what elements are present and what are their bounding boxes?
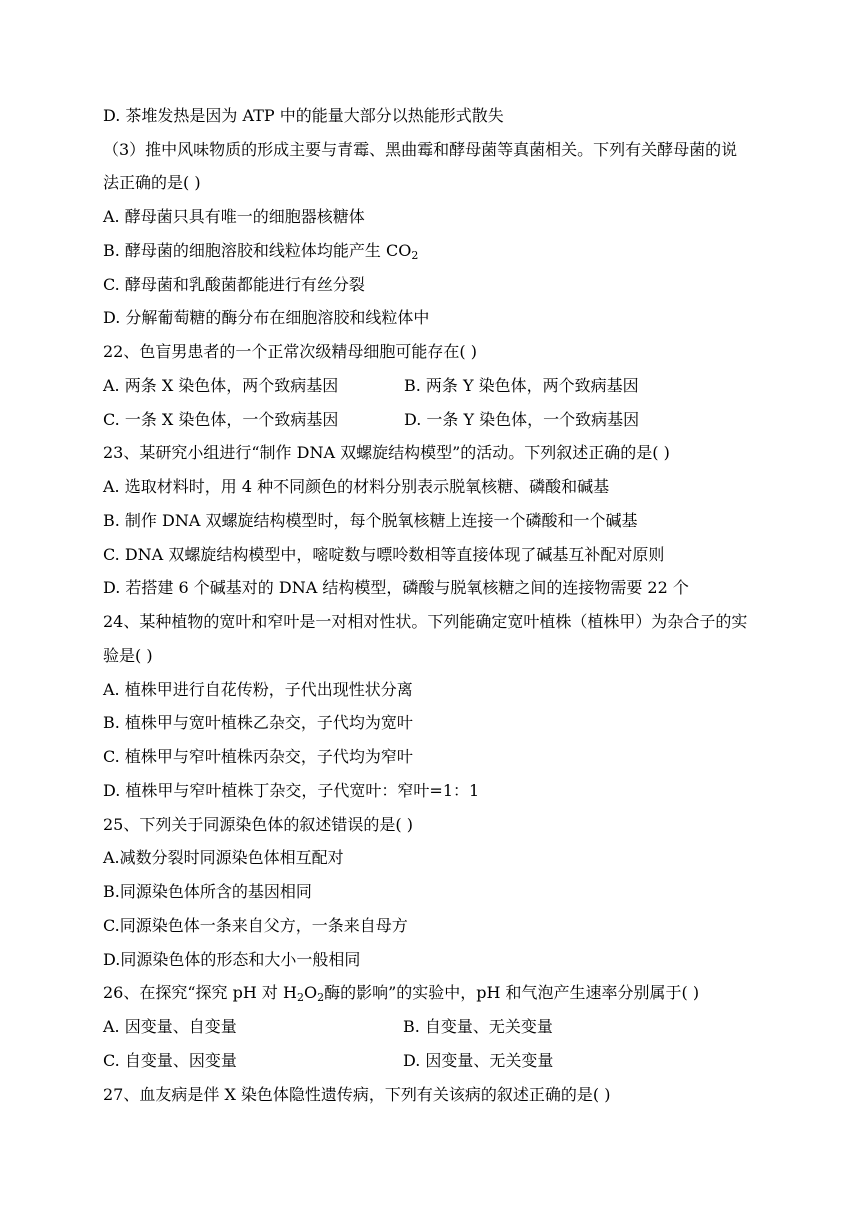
q26-option-d: D. 因变量、无关变量: [403, 1051, 554, 1070]
q24-option-d: D. 植株甲与窄叶植株丁杂交，子代宽叶：窄叶=1：1: [103, 781, 480, 800]
h2-subscript: 2: [296, 991, 304, 1004]
q25-option-b: B.同源染色体所含的基因相同: [103, 882, 312, 901]
q21-sub3-stem-line2: 法正确的是( ): [103, 173, 201, 192]
q26-option-c: C. 自变量、因变量: [103, 1051, 237, 1070]
q22-option-a: A. 两条 X 染色体，两个致病基因: [103, 376, 339, 395]
q26-option-b: B. 自变量、无关变量: [403, 1017, 553, 1036]
q25-stem: 25、下列关于同源染色体的叙述错误的是( ): [103, 815, 413, 834]
q25-option-a: A.减数分裂时同源染色体相互配对: [103, 848, 344, 867]
q21-sub3-option-b: [103, 241, 418, 261]
q23-option-c: C. DNA 双螺旋结构模型中，嘧啶数与嘌呤数相等直接体现了碱基互补配对原则: [103, 545, 665, 564]
q26-option-a: A. 因变量、自变量: [103, 1017, 237, 1036]
q24-stem-line1: 24、某种植物的宽叶和窄叶是一对相对性状。下列能确定宽叶植株（植株甲）为杂合子的实: [103, 612, 748, 631]
q21-option-d: D. 茶堆发热是因为 ATP 中的能量大部分以热能形式散失: [103, 106, 504, 125]
q24-option-c: C. 植株甲与窄叶植株丙杂交，子代均为窄叶: [103, 747, 413, 766]
q24-option-a: A. 植株甲进行自花传粉，子代出现性状分离: [103, 680, 413, 699]
q27-stem: 27、血友病是伴 X 染色体隐性遗传病，下列有关该病的叙述正确的是( ): [103, 1085, 611, 1104]
q23-stem: 23、某研究小组进行“制作 DNA 双螺旋结构模型”的活动。下列叙述正确的是( ): [103, 443, 670, 462]
q26-stem-o: O: [303, 983, 318, 1002]
q23-option-d: D. 若搭建 6 个碱基对的 DNA 结构模型，磷酸与脱氧核糖之间的连接物需要 22 个: [103, 578, 689, 597]
q21-sub3-stem-line1: （3）推中风味物质的形成主要与青霉、黑曲霉和酵母菌等真菌相关。下列有关酵母菌的说: [103, 140, 738, 159]
q22-option-c: C. 一条 X 染色体，一个致病基因: [103, 410, 339, 429]
q23-option-a: A. 选取材料时，用 4 种不同颜色的材料分别表示脱氧核糖、磷酸和碱基: [103, 477, 610, 496]
q24-option-b: B. 植株甲与宽叶植株乙杂交，子代均为宽叶: [103, 713, 413, 732]
q21-sub3-option-a: A. 酵母菌只具有唯一的细胞器核糖体: [103, 207, 365, 226]
q26-stem-prefix: 26、在探究“探究 pH 对 H: [103, 983, 297, 1002]
q22-stem: 22、色盲男患者的一个正常次级精母细胞可能存在( ): [103, 342, 477, 361]
q26-stem-suffix: 酶的影响”的实验中，pH 和气泡产生速率分别属于( ): [324, 983, 700, 1002]
o2-subscript: 2: [317, 991, 325, 1004]
q21-sub3-option-d: D. 分解葡萄糖的酶分布在细胞溶胶和线粒体中: [103, 308, 430, 327]
q25-option-d: D.同源染色体的形态和大小一般相同: [103, 950, 361, 969]
q22-option-b: B. 两条 Y 染色体，两个致病基因: [404, 376, 639, 395]
q23-option-b: B. 制作 DNA 双螺旋结构模型时，每个脱氧核糖上连接一个磷酸和一个碱基: [103, 511, 638, 530]
q22-option-d: D. 一条 Y 染色体，一个致病基因: [404, 410, 640, 429]
q25-option-c: C.同源染色体一条来自父方，一条来自母方: [103, 916, 408, 935]
co2-subscript: 2: [411, 249, 419, 262]
q24-stem-line2: 验是( ): [103, 646, 153, 665]
q21-sub3-option-b-text: B. 酵母菌的细胞溶胶和线粒体均能产生 CO: [103, 241, 412, 260]
q21-sub3-option-c: C. 酵母菌和乳酸菌都能进行有丝分裂: [103, 275, 365, 294]
q26-stem: [103, 983, 699, 1003]
